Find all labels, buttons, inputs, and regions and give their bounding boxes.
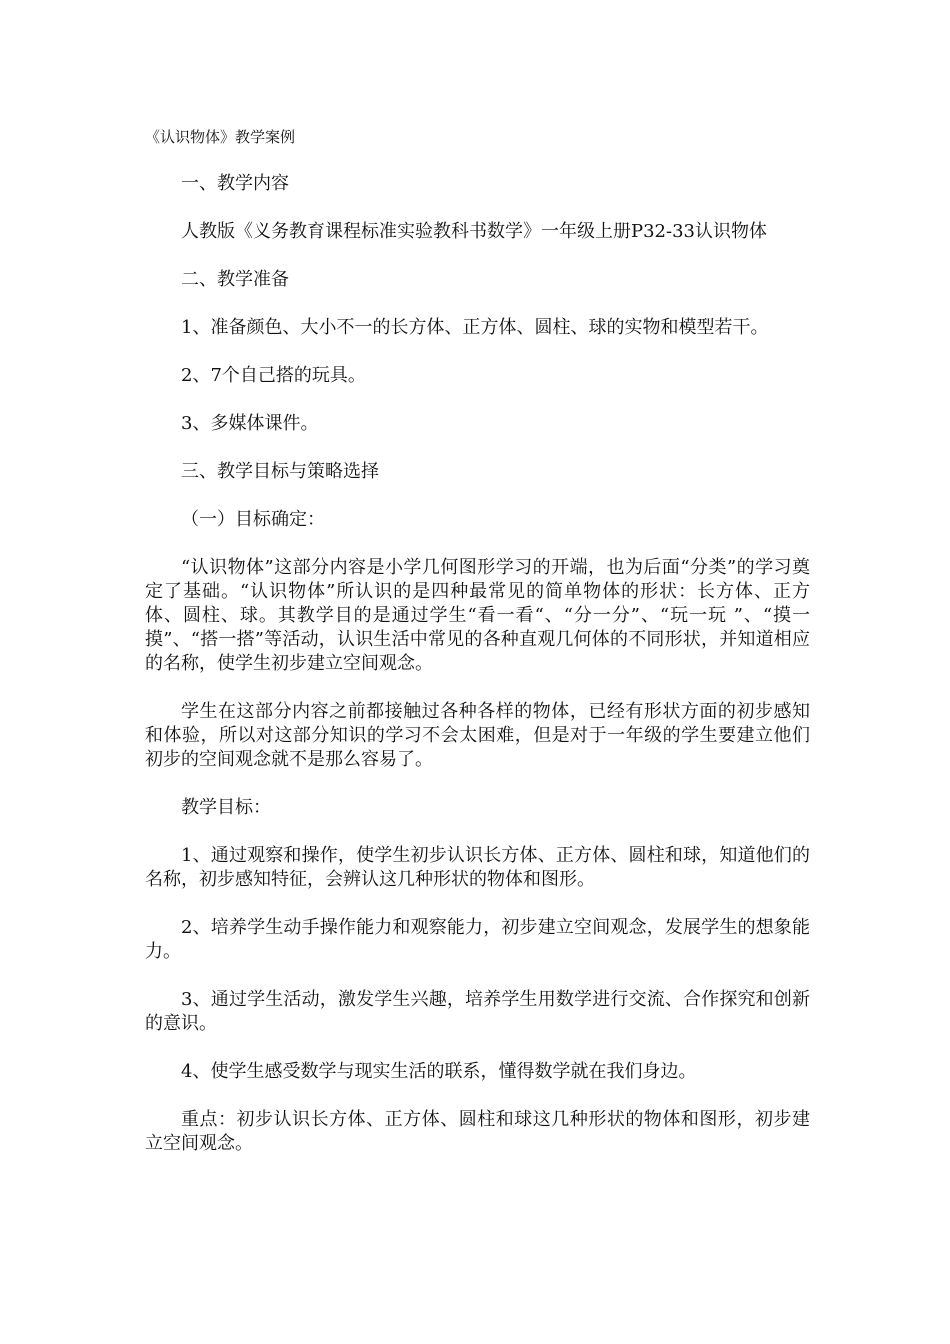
document-body [145, 126, 810, 1180]
paragraph-students: 学生在这部分内容之前都接触过各种各样的物体，已经有形状方面的初步感知和体验，所以对这部分知识的学习不会太困难，但是对于一年级的学生要建立他们初步的空间观念就不是那么容易了。 [145, 701, 810, 770]
paragraph-textbook: 人教版《义务教育课程标准实验教科书数学》一年级上册P32-33认识物体 [181, 221, 767, 242]
prep-item-2: 2、7个自己搭的玩具。 [181, 365, 366, 386]
heading-teaching-content: 一、教学内容 [181, 173, 289, 194]
heading-goals-strategy: 三、教学目标与策略选择 [181, 461, 379, 482]
prep-item-1: 1、准备颜色、大小不一的长方体、正方体、圆柱、球的实物和模型若干。 [181, 317, 769, 338]
subheading-goal-setting: （一）目标确定： [181, 509, 325, 530]
goal-item-2: 2、培养学生动手操作能力和观察能力，初步建立空间观念，发展学生的想象能力。 [145, 917, 810, 962]
prep-item-3: 3、多媒体课件。 [181, 413, 319, 434]
document-title: 《认识物体》教学案例 [145, 128, 296, 146]
paragraph-intro: “认识物体”这部分内容是小学几何图形学习的开端，也为后面“分类”的学习奠定了基础。“认识物体”所认识的是四种最常见的简单物体的形状：长方体、正方体、圆柱、球。其教学目的是通过学生“看一看“、“分一分”、“玩一玩 ”、“摸一摸”、“搭一搭”等活动，认识生活中常见的各种直观几何体的不同形状，并知道相应的名称，使学生初步建立空间观念。 [145, 557, 810, 674]
goal-item-1: 1、通过观察和操作，使学生初步认识长方体、正方体、圆柱和球，知道他们的名称，初步感知特征，会辨认这几种形状的物体和图形。 [145, 845, 810, 890]
paragraph-key-point: 重点：初步认识长方体、正方体、圆柱和球这几种形状的物体和图形，初步建立空间观念。 [145, 1109, 810, 1154]
heading-teaching-goals: 教学目标： [181, 797, 271, 818]
goal-item-4: 4、使学生感受数学与现实生活的联系，懂得数学就在我们身边。 [181, 1061, 697, 1082]
heading-teaching-preparation: 二、教学准备 [181, 269, 289, 290]
goal-item-3: 3、通过学生活动，激发学生兴趣，培养学生用数学进行交流、合作探究和创新的意识。 [145, 989, 810, 1034]
